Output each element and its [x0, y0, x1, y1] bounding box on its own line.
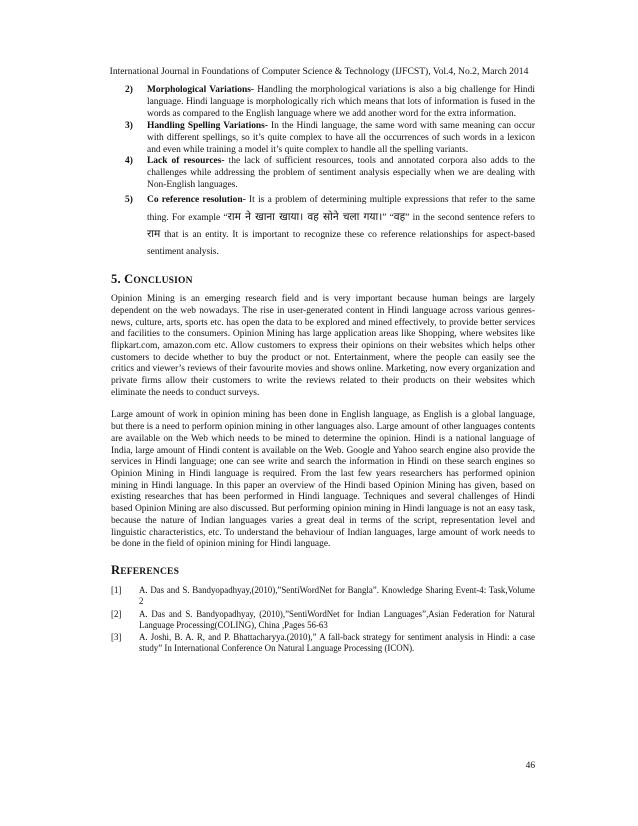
hindi-entity: राम	[147, 228, 161, 241]
challenge-item-resources	[111, 156, 535, 192]
challenge-term: Morphological Variations-	[147, 85, 255, 95]
heading-rest: ONCLUSION	[133, 276, 193, 287]
challenge-text: It is a problem of determining multiple expressions that refer to the same thing. For example “	[147, 195, 536, 223]
hindi-example-sentence: राम ने खाना खाया। वह सोने चला गया।	[227, 210, 383, 223]
reference-number: [1]	[111, 584, 122, 595]
hindi-pronoun: वह	[393, 210, 406, 223]
challenge-text: that is an entity. It is important to recognize these co reference relationships for aspect-based sentiment analysis.	[147, 230, 535, 257]
reference-text: A. Das and S. Bandyopadhyay,(2010),”SentiWordNet for Bangla”. Knowledge Sharing Event-4: Task,Volume 2	[139, 584, 535, 607]
challenge-number: 4)	[125, 156, 133, 167]
references-heading	[111, 563, 535, 579]
challenge-term: Lack of resources-	[147, 156, 225, 167]
challenge-text: Handling the morphological variations is also a big challenge for Hindi language. Hindi language is morphologically rich which means that lots of information is fused in the words as compared to the English language where we add another word for the extra information.	[147, 85, 535, 119]
challenge-term: Co reference resolution-	[147, 195, 246, 206]
challenge-item-coreference	[111, 192, 535, 260]
challenges-list	[111, 85, 535, 260]
reference-text: A. Joshi, B. A. R, and P. Bhattacharyya.(2010),” A fall-back strategy for sentiment analysis in Hindi: a case study” In International Conference On Natural Language Processing (ICON).	[139, 632, 535, 654]
reference-item	[111, 585, 535, 608]
references-list	[111, 585, 535, 655]
reference-number: [2]	[111, 608, 122, 619]
conclusion-paragraph-1: Opinion Mining is an emerging research field and is very important because human beings are largely dependent on the web nowadays. The rise in user-generated content in Hindi language across various genres- news, culture, arts, sports etc. has open the data to be explored and mined effectively, to provide better services and facilities to the consumers. Opinion Mining has large application areas like Shopping, where websites like flipkart.com, amazon.com etc. Allow customers to express their opinions on their websites which helps other customers to decide whether to buy the product or not. Entertainment, where the people can easily see the critics and viewer’s reviews of their favourite movies and shows online. Marketing, now every organization and private firms allow their customers to write the reviews related to their products on their websites which eliminate the needs to conduct surveys.	[111, 294, 535, 398]
challenge-text: ” in the second sentence refers to	[405, 212, 535, 223]
reference-text: A. Das and S. Bandyopadhyay, (2010),”SentiWordNet for Indian Languages”,Asian Federation for Natural Language Processing(COLING), China ,Pages 56-63	[139, 608, 535, 630]
challenge-text: In the Hindi language, the same word with same meaning can occur with different spellings, so it’s quite complex to have all the occurrences of such words in a lexicon and even while training a model it’s quite complex to handle all the spelling variants.	[147, 120, 535, 155]
challenge-number: 3)	[125, 120, 133, 131]
heading-initial: C	[124, 272, 134, 287]
challenge-item-morphological	[111, 85, 535, 121]
page-content	[111, 85, 535, 656]
challenge-number: 5)	[125, 195, 133, 206]
challenge-text: the lack of sufficient resources, tools and annotated corpora also adds to the challenges while addressing the problem of sentiment analysis especially when we are dealing with Non-English languages.	[147, 156, 535, 191]
challenge-number: 2)	[125, 85, 133, 95]
heading-initial: R	[111, 562, 121, 577]
challenge-text: ” “	[382, 212, 394, 223]
conclusion-paragraph-2: Large amount of work in opinion mining has been done in English language, as English is a global language, but there is a need to perform opinion mining in other languages also. Large amount of other languages contents are available on the Web which needs to be mined to determine the opinion. Hindi is a national language of India, large amount of Hindi content is available on the Web. Google and Yahoo search engine also provide the services in Hindi language; one can see write and search the information in Hindi on these search engines so Opinion Mining in Hindi language is required. From the last few years researchers has performed opinion mining in Hindi language. In this paper an overview of the Hindi based Opinion Mining has given, based on existing researches that has been performed in Hindi language. Techniques and several challenges of Hindi based Opinion Mining are also discussed. But performing opinion mining in Hindi language is not an easy task, because the nature of Indian languages varies a great deal in terms of the script, representation level and linguistic characteristics, etc. To understand the behaviour of Indian languages, large amount of work needs to be done in the field of opinion mining for Hindi language.	[111, 410, 535, 550]
reference-item	[111, 632, 535, 655]
page-number: 46	[525, 761, 535, 771]
challenge-item-spelling	[111, 121, 535, 157]
heading-number: 5.	[111, 272, 125, 287]
heading-rest: EFERENCES	[120, 566, 180, 577]
reference-number: [3]	[111, 632, 122, 643]
reference-item	[111, 609, 535, 632]
conclusion-heading	[111, 272, 535, 288]
running-header: International Journal in Foundations of Computer Science & Technology (IJFCST), Vol.4, No.2, March 2014	[109, 66, 529, 77]
challenge-term: Handling Spelling Variations-	[147, 120, 268, 131]
